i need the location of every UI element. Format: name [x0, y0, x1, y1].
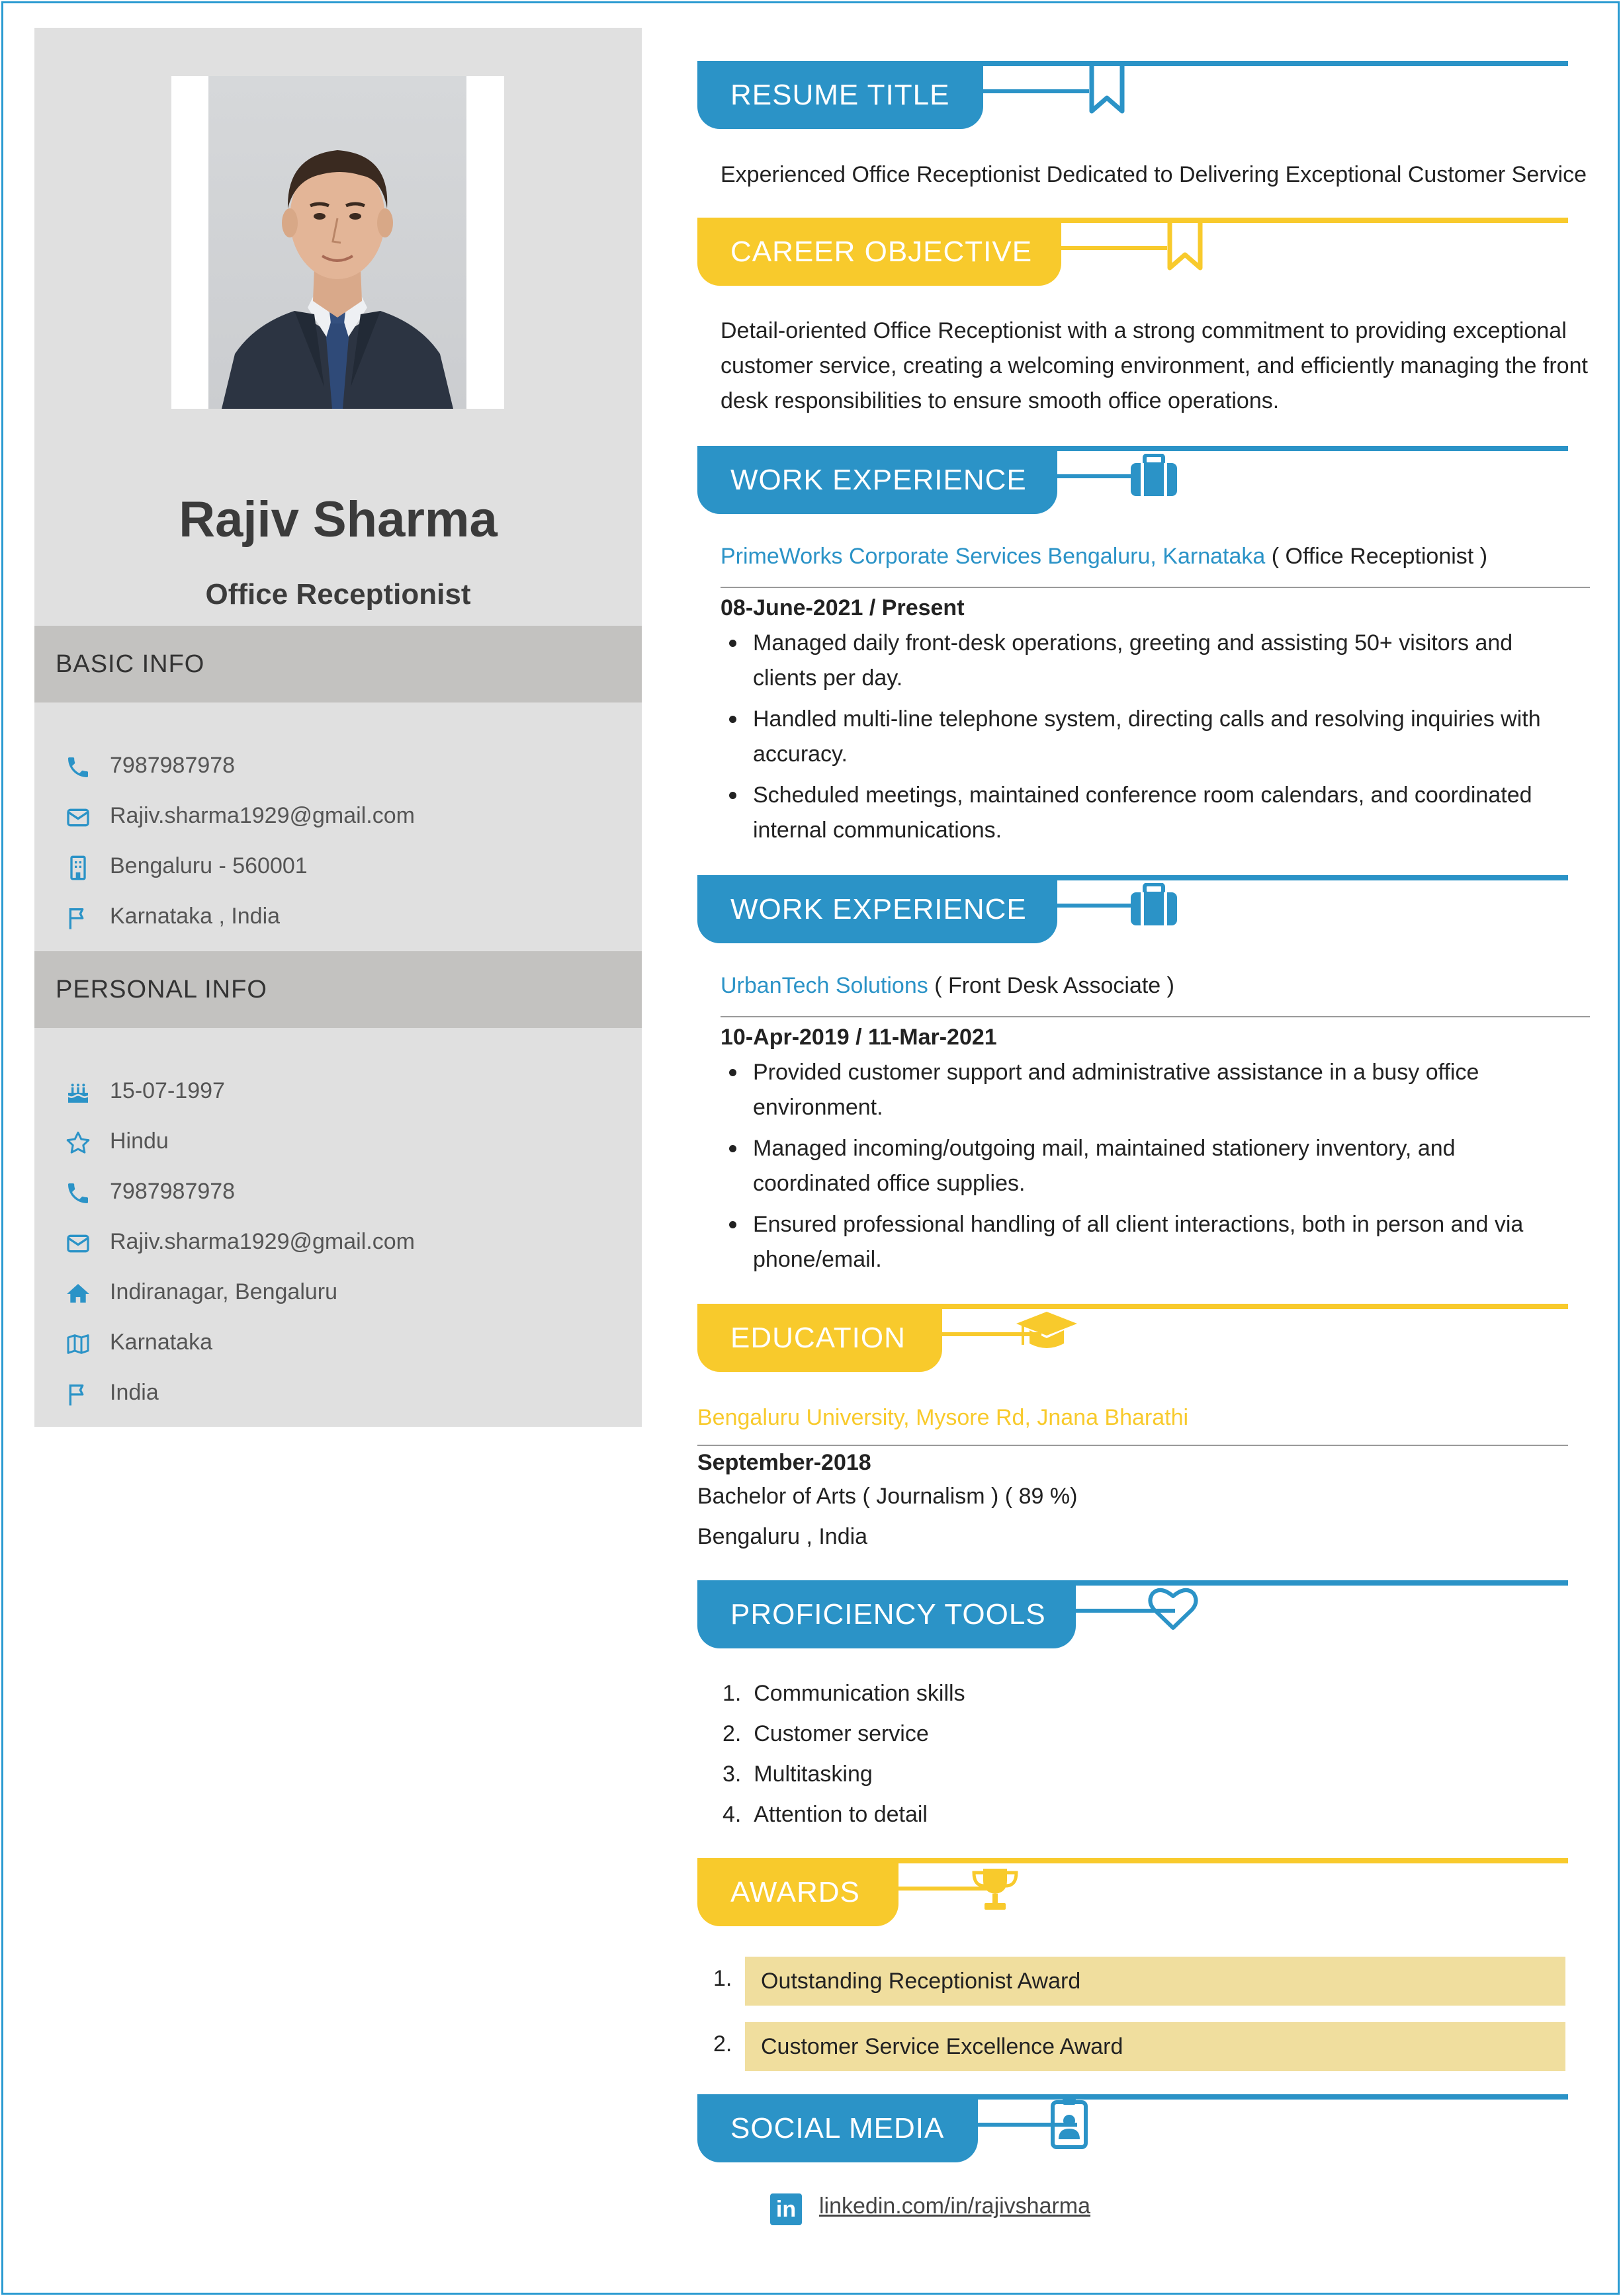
- work-bullet: Provided customer support and administrative assistance in a busy office environment.: [753, 1055, 1573, 1125]
- profile-photo-frame: [171, 76, 504, 409]
- basic-email-text: Rajiv.sharma1929@gmail.com: [110, 803, 415, 828]
- personal-email[interactable]: [34, 1225, 642, 1265]
- personal-country: [34, 1376, 642, 1416]
- flag-icon: [65, 905, 91, 931]
- work-company-1: [721, 544, 1487, 570]
- work-bullet: Managed daily front-desk operations, greeting and assisting 50+ visitors and clients per day.: [753, 626, 1573, 696]
- candidate-name: Rajiv Sharma: [179, 491, 498, 548]
- flag-icon: [65, 1381, 91, 1408]
- personal-dob: [34, 1074, 642, 1114]
- divider: [697, 1445, 1568, 1446]
- personal-email-text: Rajiv.sharma1929@gmail.com: [110, 1229, 415, 1254]
- personal-state-text: Karnataka: [110, 1330, 212, 1355]
- work-bullet: Handled multi-line telephone system, directing calls and resolving inquiries with accuracy.: [753, 702, 1573, 772]
- basic-info-heading: BASIC INFO: [34, 626, 642, 702]
- work-dates-2: 10-Apr-2019 / 11-Mar-2021: [721, 1025, 997, 1050]
- resume-title-text: Experienced Office Receptionist Dedicated to Delivering Exceptional Customer Service: [721, 162, 1587, 187]
- proficiency-item: 3. Multitasking: [723, 1762, 873, 1787]
- section-connector: [983, 89, 1089, 93]
- star-icon: [65, 1130, 91, 1156]
- section-rule: [697, 1580, 1568, 1586]
- section-rule: [697, 875, 1568, 880]
- personal-country-text: India: [110, 1380, 159, 1405]
- award-number: 2.: [713, 2031, 732, 2057]
- trophy-icon: [970, 1866, 1020, 1916]
- awards-heading: AWARDS: [697, 1863, 898, 1926]
- basic-phone[interactable]: [34, 749, 642, 788]
- resume-title-heading: RESUME TITLE: [697, 66, 983, 129]
- phone-icon: [65, 1180, 91, 1207]
- personal-address-text: Indiranagar, Bengaluru: [110, 1279, 338, 1304]
- basic-email[interactable]: [34, 799, 642, 839]
- envelope-icon: [65, 804, 91, 831]
- linkedin-icon[interactable]: in: [770, 2193, 802, 2225]
- work-position-1: ( Office Receptionist ): [1265, 544, 1488, 569]
- divider: [721, 587, 1590, 588]
- work-bullet: Managed incoming/outgoing mail, maintained stationery inventory, and coordinated office supplies.: [753, 1131, 1573, 1201]
- career-objective-heading: CAREER OBJECTIVE: [697, 223, 1061, 286]
- work-experience-heading-2: WORK EXPERIENCE: [697, 880, 1057, 943]
- divider: [721, 1016, 1590, 1017]
- personal-state: [34, 1326, 642, 1365]
- personal-dob-text: 15-07-1997: [110, 1078, 225, 1103]
- section-rule: [697, 446, 1568, 451]
- personal-info-heading: PERSONAL INFO: [34, 951, 642, 1028]
- basic-region-text: Karnataka , India: [110, 904, 281, 929]
- building-icon: [65, 855, 91, 881]
- linkedin-link[interactable]: linkedin.com/in/rajivsharma: [819, 2193, 1091, 2219]
- work-bullet: Ensured professional handling of all client interactions, both in person and via phone/email.: [753, 1207, 1573, 1277]
- basic-address: [34, 849, 642, 889]
- personal-religion: [34, 1125, 642, 1164]
- briefcase-icon: [1129, 454, 1179, 501]
- bookmark-icon: [1164, 218, 1205, 275]
- award-number: 1.: [713, 1966, 732, 1991]
- contact-badge-icon: [1049, 2097, 1089, 2153]
- birthday-cake-icon: [65, 1080, 91, 1106]
- personal-religion-text: Hindu: [110, 1128, 169, 1154]
- work-dates-1: 08-June-2021 / Present: [721, 595, 965, 620]
- home-icon: [65, 1281, 91, 1307]
- section-connector: [1061, 246, 1167, 250]
- personal-phone[interactable]: [34, 1175, 642, 1214]
- work-experience-heading-1: WORK EXPERIENCE: [697, 451, 1057, 514]
- candidate-role: Office Receptionist: [205, 578, 471, 611]
- work-company-name-2: UrbanTech Solutions: [721, 973, 928, 998]
- proficiency-item: 2. Customer service: [723, 1721, 929, 1746]
- sidebar: [34, 28, 642, 1427]
- heart-icon: [1147, 1586, 1199, 1635]
- basic-region: [34, 900, 642, 939]
- work-bullet: Scheduled meetings, maintained conference room calendars, and coordinated internal communications.: [753, 778, 1573, 848]
- proficiency-heading: PROFICIENCY TOOLS: [697, 1586, 1076, 1648]
- section-rule: [697, 61, 1568, 66]
- section-rule: [697, 2094, 1568, 2100]
- education-degree: Bachelor of Arts ( Journalism ) ( 89 %): [697, 1484, 1078, 1509]
- award-item: Customer Service Excellence Award: [745, 2022, 1565, 2071]
- social-media-heading: SOCIAL MEDIA: [697, 2100, 978, 2162]
- work-company-name-1: PrimeWorks Corporate Services Bengaluru, Karnataka: [721, 544, 1266, 569]
- graduation-cap-icon: [1014, 1309, 1080, 1359]
- profile-photo: [208, 76, 466, 409]
- education-heading: EDUCATION: [697, 1309, 942, 1372]
- envelope-icon: [65, 1230, 91, 1257]
- briefcase-icon: [1129, 883, 1179, 930]
- personal-address: [34, 1275, 642, 1315]
- bookmark-icon: [1086, 61, 1127, 118]
- education-date: September-2018: [697, 1450, 871, 1475]
- education-location: Bengaluru , India: [697, 1524, 868, 1549]
- personal-phone-text: 7987987978: [110, 1179, 236, 1204]
- work-company-2: [721, 973, 1174, 999]
- section-rule: [697, 1304, 1568, 1309]
- basic-phone-text: 7987987978: [110, 753, 236, 778]
- career-objective-text: Detail-oriented Office Receptionist with a strong commitment to providing exceptional customer service, creating a welcoming environment, and efficiently managing the front desk responsibilities to ensure smooth office operations.: [721, 318, 1588, 413]
- map-icon: [65, 1331, 91, 1357]
- section-rule: [697, 1858, 1568, 1863]
- proficiency-item: 1. Communication skills: [723, 1681, 965, 1706]
- award-item: Outstanding Receptionist Award: [745, 1957, 1565, 2006]
- phone-icon: [65, 754, 91, 781]
- section-rule: [697, 218, 1568, 223]
- basic-address-text: Bengaluru - 560001: [110, 853, 308, 878]
- proficiency-item: 4. Attention to detail: [723, 1802, 928, 1827]
- education-institution: Bengaluru University, Mysore Rd, Jnana Bharathi: [697, 1405, 1189, 1430]
- work-position-2: ( Front Desk Associate ): [928, 973, 1174, 998]
